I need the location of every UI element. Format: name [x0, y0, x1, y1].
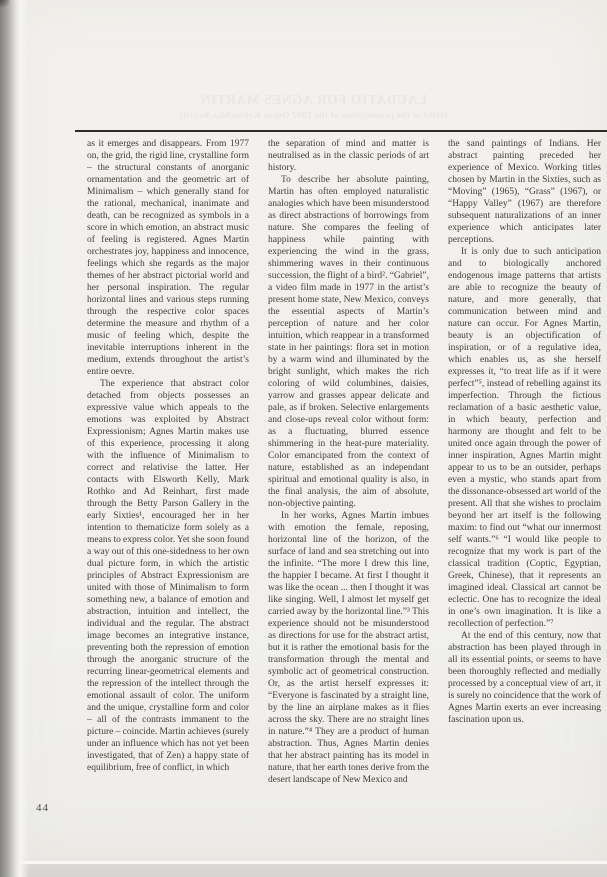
paragraph: In her works, Agnes Martin imbues with emotion the female, reposing, horizontal line of the horizon, of the surface of land and sea stretching out into the infinite. “The more I drew this line, the happier I became. At first I thought it was like the ocean ... then I thought it was like singing. Well, I almost let myself get carried away by the horizontal line.”³ This experience should not be misunderstood as directions for use for the abstract artist, but it is rather the emotional basis for the transformation through the mental and symbolic act of geometrical construction. Or, as the artist herself expresses it: “Everyone is fascinated by a straight line, by the line an airplane makes as it flies across the sky. There are no straight lines in nature.”⁴ They are a product of human abstraction. Thus, Agnes Martin denies that her abstract painting has its model in nature, that her earth tones derive from the desert landscape of New Mexico and — [268, 511, 429, 785]
page-number: 44 — [36, 802, 49, 814]
paragraph: as it emerges and disappears. From 1977 on, the grid, the rigid line, crystalline form – the structural constants of anorganic ornamentation and the geometric art of Minimalism – which generally stand for the rational, mechanical, inanimate and death, can be recognized as symbols in a score in which emotion, an abstract music of feeling is registered. Agnes Martin orchestrates joy, happiness and innocence, feelings which she regards as the major themes of her abstract pictorial world and her personal inspiration. The regular horizontal lines and various steps running through the respective color spaces determine the measure and rhythm of a music of feeling which, despite the inevitable interruptions inherent in the medium, extends throughout the artist’s entire oevre. — [87, 139, 249, 377]
scan-left-edge-shadow — [0, 0, 30, 877]
paragraph: It is only due to such anticipation and to biologically anchored endogenous image patterns that artists are able to recognize the beauty of nature, and more generally, that communication between mind and nature can occur. For Agnes Martin, beauty is an objectification of inspiration, or of a regulative idea, which enables us, as she herself expresses it, “to treat life as if it were perfect”⁵, instead of rebelling against its imperfection. Through the fictious reclamation of a basic aesthetic value, in which beauty, perfection and harmony are thought and felt to be united once again through the power of inner inspiration, Agnes Martin might appear to us to be an outsider, perhaps even a mystic, who stands apart from the dissonance-obsessed art world of the present. All that she wishes to proclaim beyond her art itself is the following maxim: to find out “what our innermost self wants.”⁶ “I would like people to recognize that my work is part of the classical tradition (Coptic, Egyptian, Greek, Chinese), that it represents an imagined ideal. Classical art cannot be eclectic. One has to recognize the ideal in one’s own imagination. It is like a recollection of perfection.”⁷ — [448, 247, 601, 629]
paragraph: the sand paintings of Indians. Her abstract painting preceded her experience of Mexico. Working titles chosen by Martin in the Sixties, such as “Moving” (1965), “Grass” (1967), or “Happy Valley” (1967) are therefore subsequent naturalizations of an inner experience which anticipates later perceptions. — [448, 139, 601, 245]
bleed-through-heading — [20, 92, 607, 121]
scan-corner-mark — [0, 0, 10, 8]
bleed-through-subtitle: (Held at the presentation of the 1992 Oskar Kokoschka Award) — [179, 111, 448, 121]
scanner-bed-band — [0, 864, 607, 877]
paragraph: the separation of mind and matter is neutralised as in the classic periods of art history. — [268, 139, 429, 173]
paragraph: The experience that abstract color detached from objects possesses an expressive value which appeals to the emotions was exploited by Abstract Expressionism; Agnes Martin makes use of this experience, processing it along with the influence of Minimalism to correct and relativise the latter. Her contacts with Elsworth Kelly, Mark Rothko and Ad Reinhart, first made through the Betty Parson Gallery in the early Sixties¹, encouraged her in her intention to thematicize form solely as a means to express color. Yet she soon found a way out of this one-sidedness to her own dual picture form, in which the artistic principles of Abstract Expressionism are united with those of Minimalism to form something new, a balance of emotion and abstraction, intuition and intellect, the individual and the regular. The abstract image becomes an integrative instance, preventing both the repression of emotion through the anorganic structure of the recurring linear-geometrical elements and the repression of the intellect through the emotional assault of color. The uniform and the unique, crystalline form and color – all of the contrasts immanent to the picture – coincide. Martin achieves (surely under an influence which has not yet been investigated, that of Zen) a happy state of equilibrium, free of conflict, in which — [87, 379, 249, 773]
text-column-1 — [87, 138, 249, 826]
paragraph: At the end of this century, now that abstraction has been played through in all its essential points, or seems to have been thoroughly reflected and medially processed by a conceptual view of art, it is surely no coincidence that the work of Agnes Martin exerts an ever increasing fascination upon us. — [448, 631, 601, 725]
paragraph: To describe her absolute painting, Martin has often employed naturalistic analogies which have been misunderstood as direct abstractions of borrowings from nature. She compares the feeling of happiness while painting with experiencing the wind in the grass, shimmering waves in their continuous succession, the flight of a bird². “Gabriel”, a video film made in 1977 in the artist’s present home state, New Mexico, conveys the essential aspects of Martin’s perception of nature and her color intuition, which reappear in a transformed state in her paintings: flora set in motion by a warm wind and illuminated by the bright sunlight, which makes the rich coloring of wild columbines, daisies, yarrow and grasses appear delicate and pale, as if broken. Selective enlargements and close-ups reveal color without form: as a fluctuating, blurred essence shimmering in the heat-pure materiality. Color emancipated from the context of nature, established as an independant spiritual and emotional quality is also, in the final analysis, the aim of absolute, non-objective painting. — [268, 175, 429, 509]
text-column-2 — [268, 138, 429, 826]
bleed-through-title: LAUDATIO FOR AGNES MARTIN — [200, 92, 427, 107]
text-column-3 — [448, 138, 601, 826]
top-rule — [75, 130, 607, 132]
